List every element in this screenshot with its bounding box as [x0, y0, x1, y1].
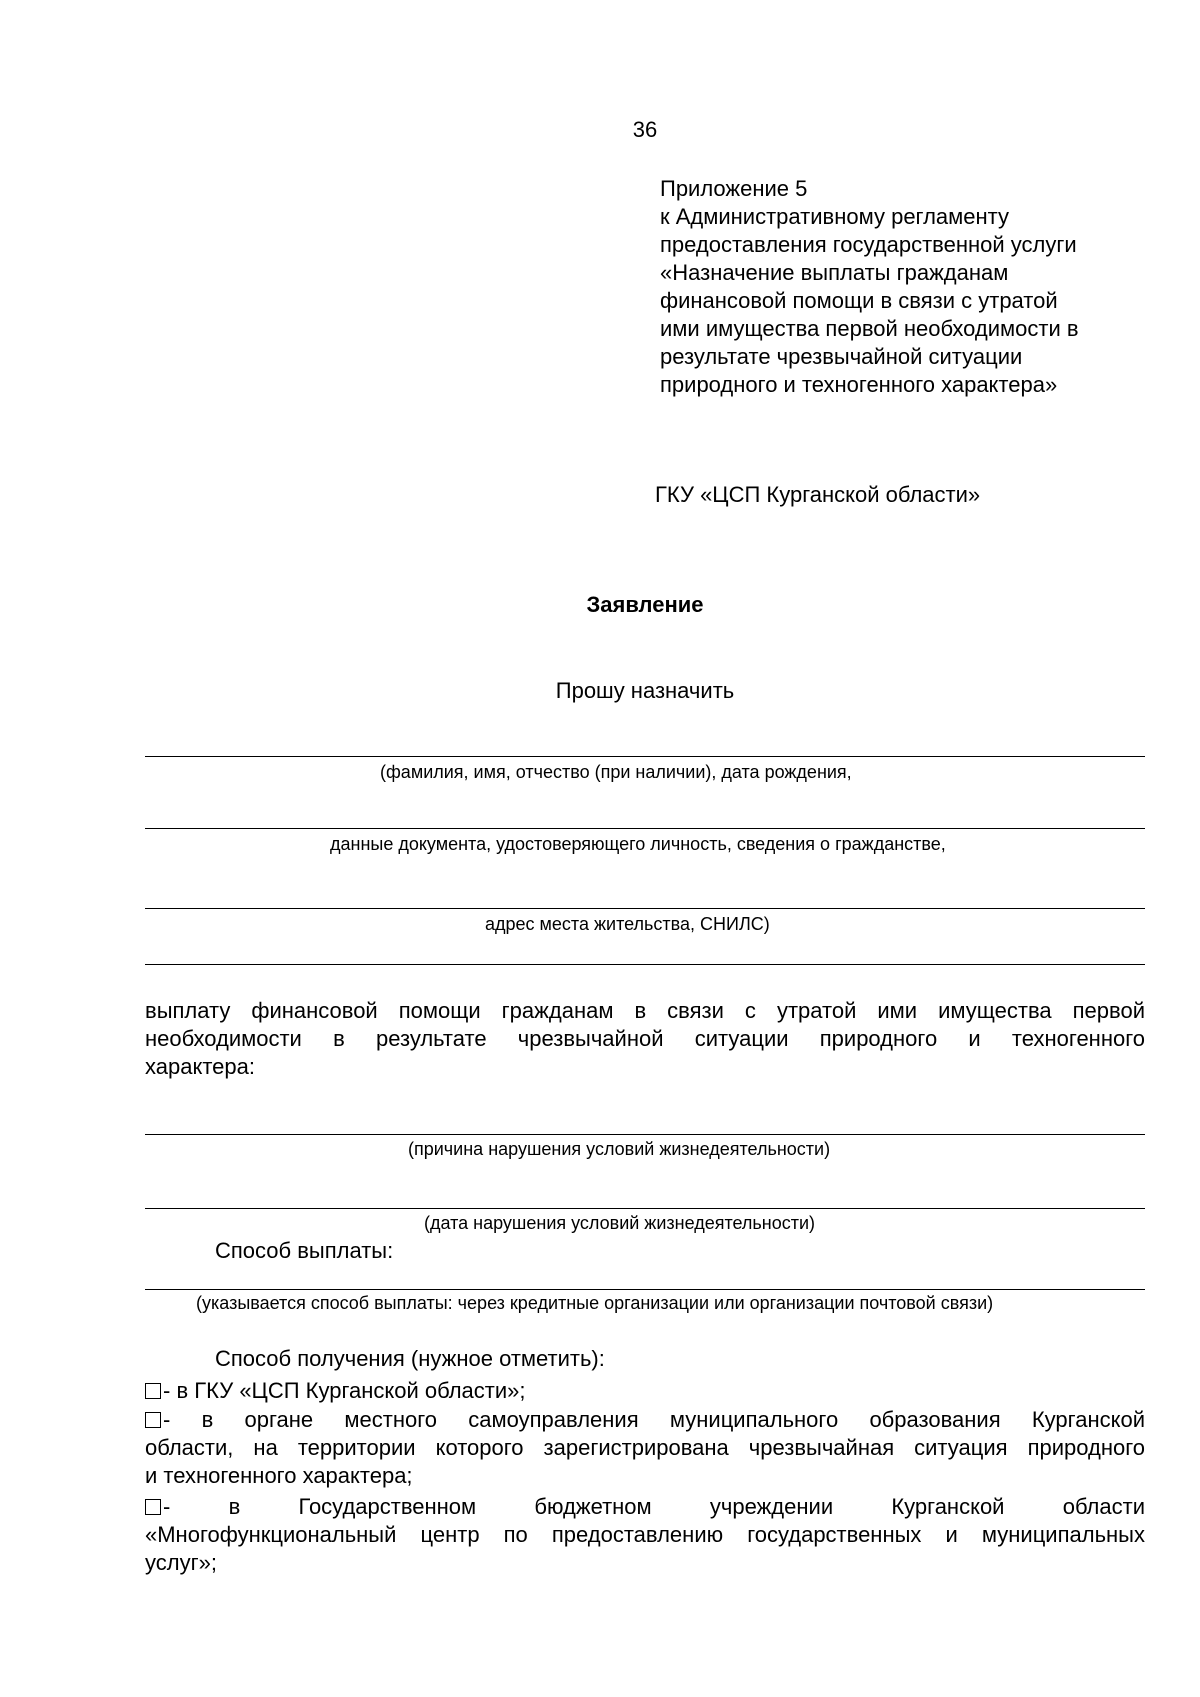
option-text: услуг»; [145, 1550, 217, 1575]
hint-document: данные документа, удостоверяющего личность, сведения о гражданстве, [330, 834, 946, 854]
option-text: в органе местного самоуправления муниципального образования Курганской [201, 1407, 1145, 1432]
appendix-line: результате чрезвычайной ситуации [660, 344, 1023, 369]
fill-line-fio[interactable] [145, 756, 1145, 757]
appendix-line: предоставления государственной услуги [660, 232, 1077, 257]
appendix-line: природного и техногенного характера» [660, 372, 1058, 397]
body-line: выплату финансовой помощи гражданам в связи с утратой ими имущества первой [145, 998, 1145, 1023]
hint-fio: (фамилия, имя, отчество (при наличии), дата рождения, [380, 762, 852, 782]
appendix-line: «Назначение выплаты гражданам [660, 260, 1009, 285]
hint-reason: (причина нарушения условий жизнедеятельности) [408, 1139, 831, 1159]
receipt-label: Способ получения (нужное отметить): [215, 1346, 605, 1371]
hint-date: (дата нарушения условий жизнедеятельности) [424, 1213, 816, 1233]
body-line: необходимости в результате чрезвычайной ситуации природного и техногенного [145, 1026, 1145, 1051]
option-text: в ГКУ «ЦСП Курганской области»; [176, 1378, 526, 1403]
option-checkbox[interactable] [145, 1412, 161, 1428]
fill-line-extra[interactable] [145, 964, 1145, 965]
fill-line-payment[interactable] [145, 1289, 1145, 1290]
document-title: Заявление [586, 592, 704, 617]
hint-payment: (указывается способ выплаты: через кредитные организации или организации почтовой связи) [196, 1293, 994, 1313]
option-text: в Государственном бюджетном учреждении Курганской области [228, 1494, 1145, 1519]
option-local-government: - в органе местного самоуправления муниципального образования Курганской области, на территории которого зарегистрирована чрезвычайная ситуация природного и техногенного характера; [145, 1407, 1145, 1488]
option-text: области, на территории которого зарегистрирована чрезвычайная ситуация природного [145, 1435, 1145, 1460]
option-text: «Многофункциональный центр по предоставлению государственных и муниципальных [145, 1522, 1145, 1547]
fill-line-document[interactable] [145, 828, 1145, 829]
option-checkbox[interactable] [145, 1383, 161, 1399]
appendix-line: ими имущества первой необходимости в [660, 316, 1079, 341]
option-checkbox[interactable] [145, 1499, 161, 1515]
fill-line-address[interactable] [145, 908, 1145, 909]
fill-line-reason[interactable] [145, 1134, 1145, 1135]
addressee: ГКУ «ЦСП Курганской области» [655, 482, 981, 507]
page-number: 36 [632, 117, 658, 142]
payment-label: Способ выплаты: [215, 1238, 394, 1263]
appendix-header [660, 175, 1160, 399]
appendix-line: Приложение 5 [660, 176, 808, 201]
option-text: и техногенного характера; [145, 1463, 413, 1488]
appendix-line: финансовой помощи в связи с утратой [660, 288, 1058, 313]
hint-address: адрес места жительства, СНИЛС) [485, 914, 770, 934]
appendix-line: к Административному регламенту [660, 204, 1010, 229]
option-csp: - в ГКУ «ЦСП Курганской области»; [145, 1377, 1145, 1405]
fill-line-date[interactable] [145, 1208, 1145, 1209]
body-line: характера: [145, 1054, 255, 1079]
body-paragraph [145, 997, 1145, 1081]
request-text: Прошу назначить [555, 678, 735, 703]
option-mfc: - в Государственном бюджетном учреждении Курганской области «Многофункциональный центр по предоставлению государственных и муниципальных услуг»; [145, 1494, 1145, 1575]
